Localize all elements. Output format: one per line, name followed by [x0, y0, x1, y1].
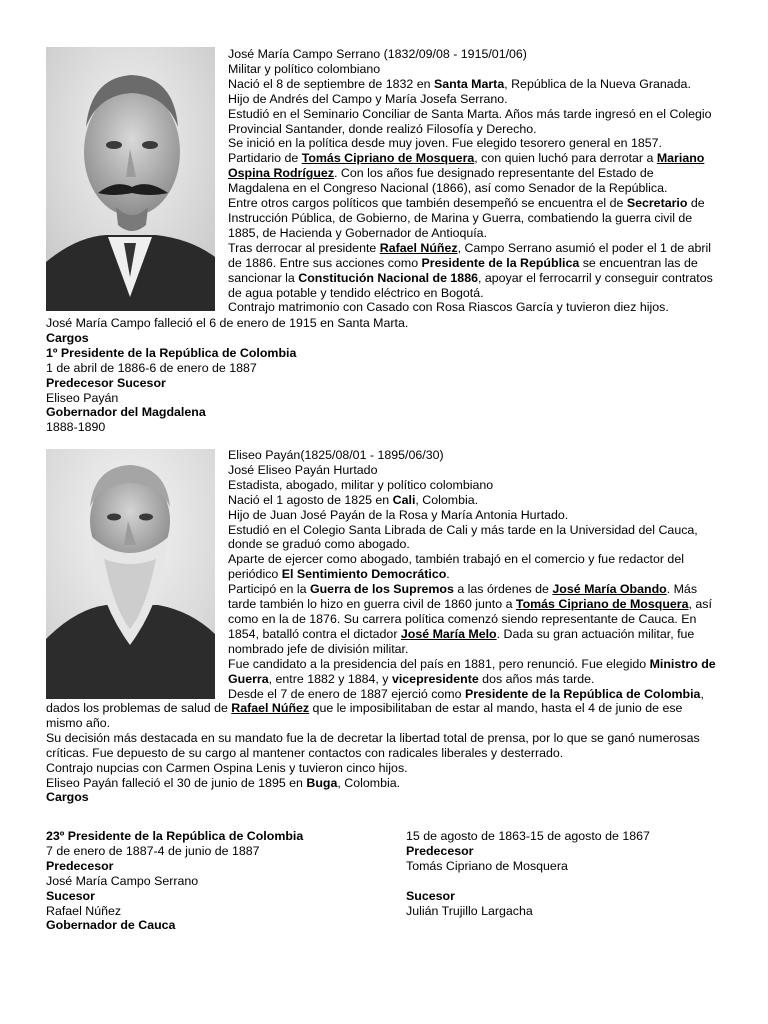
- successor-value: Rafael Núñez: [46, 903, 122, 918]
- link-guerra-de-los-supremos: Guerra de los Supremos: [309, 582, 454, 597]
- cargo-dates: 1 de abril de 1886-6 de enero de 1887: [46, 360, 257, 375]
- link-mariano-ospina[interactable]: Mariano: [656, 151, 705, 166]
- link-jose-maria-obando[interactable]: José María Obando: [552, 582, 667, 597]
- bio-line: nombrado jefe de división militar.: [228, 641, 409, 656]
- successor-label: Sucesor: [46, 888, 95, 903]
- bio-line: Tras derrocar al presidente Rafael Núñez, Campo Serrano asumió el poder el 1 de abril: [228, 240, 712, 255]
- portrait-campo-serrano: [46, 47, 215, 311]
- successor-label: Sucesor: [406, 888, 455, 903]
- link-presidente-republica: Presidente de la República de Colombia: [464, 686, 701, 701]
- bio-line: Nació el 1 agosto de 1825 en Cali, Colombia.: [228, 492, 479, 507]
- bio-line: Su decisión más destacada en su mandato fue la de decretar la libertad total de prensa, por lo que se ganó numerosas: [46, 730, 700, 745]
- bio-line: Hijo de Andrés del Campo y María Josefa Serrano.: [228, 91, 508, 106]
- link-jose-maria-melo[interactable]: José María Melo: [400, 626, 497, 641]
- bio-line: mismo año.: [46, 715, 111, 730]
- link-buga: Buga: [306, 775, 338, 790]
- cargo-title: Gobernador del Magdalena: [46, 405, 206, 420]
- cargo-title: Gobernador de Cauca: [46, 918, 176, 933]
- link-cali: Cali: [392, 492, 416, 507]
- link-constitucion-1886: Constitución Nacional de 1886: [298, 270, 478, 285]
- bio-line: de agua potable y tendido eléctrico en Bogotá.: [228, 285, 484, 300]
- bio-line: Aparte de ejercer como abogado, también trabajó en el comercio y fue redactor del: [228, 552, 684, 567]
- cargo-title: 1º Presidente de la República de Colombia: [46, 345, 297, 360]
- link-tomas-cipriano-de-mosquera[interactable]: Tomás Cipriano de Mosquera: [301, 151, 475, 166]
- link-ministro-de-guerra: Ministro de: [649, 656, 716, 671]
- bio-line: Guerra, entre 1882 y 1884, y vicepresidente dos años más tarde.: [228, 671, 595, 686]
- payan-bio-block: [228, 448, 716, 701]
- link-el-sentimiento-democratico: El Sentimiento Democrático: [281, 567, 447, 582]
- bio-line: Contrajo matrimonio con Casado con Rosa Riascos García y tuvieron diez hijos.: [228, 300, 669, 315]
- payan-fullname: José Eliseo Payán Hurtado: [228, 462, 378, 477]
- bio-line: 1854, batalló contra el dictador José María Melo. Dada su gran actuación militar, fue: [228, 626, 695, 641]
- link-presidente-republica: Presidente de la República: [421, 255, 580, 270]
- predecessor-label: Predecesor: [406, 843, 474, 858]
- campo-header: José María Campo Serrano (1832/09/08 - 1915/01/06): [228, 47, 527, 61]
- predecessor-successor-label: Predecesor Sucesor: [46, 375, 166, 390]
- predecessor-value: Eliseo Payán: [46, 390, 119, 405]
- bio-line: Se inició en la política desde muy joven. Fue elegido tesorero general en 1857.: [228, 136, 662, 151]
- cargo-title: 23º Presidente de la República de Colombia: [46, 829, 304, 843]
- link-tomas-cipriano-de-mosquera[interactable]: Tomás Cipriano de Mosquera: [515, 597, 689, 612]
- bio-line: Participó en la Guerra de los Supremos a las órdenes de José María Obando. Más: [228, 582, 698, 597]
- cargo-dates: 7 de enero de 1887-4 de junio de 1887: [46, 843, 260, 858]
- predecessor-label: Predecesor: [46, 858, 114, 873]
- portrait-eliseo-payan: [46, 449, 215, 699]
- bio-line: Eliseo Payán falleció el 30 de junio de 1895 en Buga, Colombia.: [46, 775, 401, 790]
- cargos-heading: Cargos: [46, 790, 89, 805]
- bio-line: Instrucción Pública, de Gobierno, de Marina y Guerra, combatiendo la guerra civil de: [228, 210, 693, 225]
- bio-line: Nació el 8 de septiembre de 1832 en Santa Marta, República de la Nueva Granada.: [228, 76, 691, 91]
- payan-cargos-left: [46, 829, 303, 933]
- bio-line: donde se graduó como abogado.: [228, 537, 410, 552]
- payan-subtitle: Estadista, abogado, militar y político colombiano: [228, 477, 494, 492]
- link-rafael-nunez[interactable]: Rafael Núñez: [231, 701, 310, 715]
- cargos-heading: Cargos: [46, 330, 89, 345]
- predecessor-value: Tomás Cipriano de Mosquera: [406, 858, 568, 873]
- bio-line: tarde también lo hizo en guerra civil de 1860 junto a Tomás Cipriano de Mosquera, así: [228, 597, 712, 612]
- campo-bio-block: [228, 47, 713, 315]
- bio-line: Hijo de Juan José Payán de la Rosa y María Antonia Hurtado.: [228, 507, 569, 522]
- successor-value: Julián Trujillo Largacha: [406, 903, 533, 918]
- cargo-dates: 15 de agosto de 1863-15 de agosto de 1867: [406, 829, 650, 843]
- bio-line: periódico El Sentimiento Democrático.: [228, 567, 450, 582]
- bio-line: Provincial Santander, donde realizó Filosofía y Derecho.: [228, 121, 537, 136]
- bio-line: Ospina Rodríguez. Con los años fue designado representante del Estado de: [228, 166, 654, 181]
- bio-line: Magdalena en el Congreso Nacional (1866), así como Senador de la República.: [228, 181, 668, 196]
- cargo-dates: 1888-1890: [46, 420, 106, 435]
- bio-line: Partidario de Tomás Cipriano de Mosquera, con quien luchó para derrotar a Mariano: [228, 151, 705, 166]
- payan-header: Eliseo Payán(1825/08/01 - 1895/06/30): [228, 448, 444, 462]
- bio-line: como en la de 1876. Su carrera política comenzó siendo representante de Cauca. En: [228, 611, 697, 626]
- bio-line: Contrajo nupcias con Carmen Ospina Lenis y tuvieron cinco hijos.: [46, 760, 408, 775]
- link-secretario: Secretario: [626, 196, 688, 211]
- bio-line: Entre otros cargos políticos que también desempeñó se encuentra el de Secretario de: [228, 196, 705, 211]
- campo-subtitle: Militar y político colombiano: [228, 61, 381, 76]
- bio-line: 1885, de Hacienda y Gobernador de Antioquía.: [228, 225, 488, 240]
- predecessor-value: José María Campo Serrano: [46, 873, 199, 888]
- bio-line: José María Campo falleció el 6 de enero de 1915 en Santa Marta.: [46, 316, 409, 330]
- campo-cargos-block: [46, 316, 408, 435]
- spacer: [406, 874, 650, 889]
- link-ospina-rodriguez[interactable]: Ospina Rodríguez: [228, 166, 335, 181]
- bio-line: críticas. Fue depuesto de su cargo al mantener contactos con radicales liberales y desterrado.: [46, 745, 564, 760]
- bio-line: dados los problemas de salud de Rafael Núñez que le imposibilitaban de estar al mando, hasta el 4 de junio de ese: [46, 701, 683, 715]
- bio-line: de 1886. Entre sus acciones como Presidente de la República se encuentran las de: [228, 255, 698, 270]
- payan-cargos-right: [406, 829, 650, 918]
- link-vicepresidente: vicepresidente: [391, 671, 479, 686]
- bio-line: sancionar la Constitución Nacional de 1886, apoyar el ferrocarril y conseguir contratos: [228, 270, 713, 285]
- link-santa-marta: Santa Marta: [433, 76, 505, 91]
- payan-bio-continued: [46, 701, 700, 805]
- bio-line: Desde el 7 de enero de 1887 ejerció como Presidente de la República de Colombia,: [228, 686, 704, 701]
- link-rafael-nunez[interactable]: Rafael Núñez: [379, 240, 458, 255]
- bio-line: Estudió en el Colegio Santa Librada de Cali y más tarde en la Universidad del Cauca,: [228, 522, 698, 537]
- bio-line: Fue candidato a la presidencia del país en 1881, pero renunció. Fue elegido Ministro de: [228, 656, 716, 671]
- bio-line: Estudió en el Seminario Conciliar de Santa Marta. Años más tarde ingresó en el Colegio: [228, 106, 712, 121]
